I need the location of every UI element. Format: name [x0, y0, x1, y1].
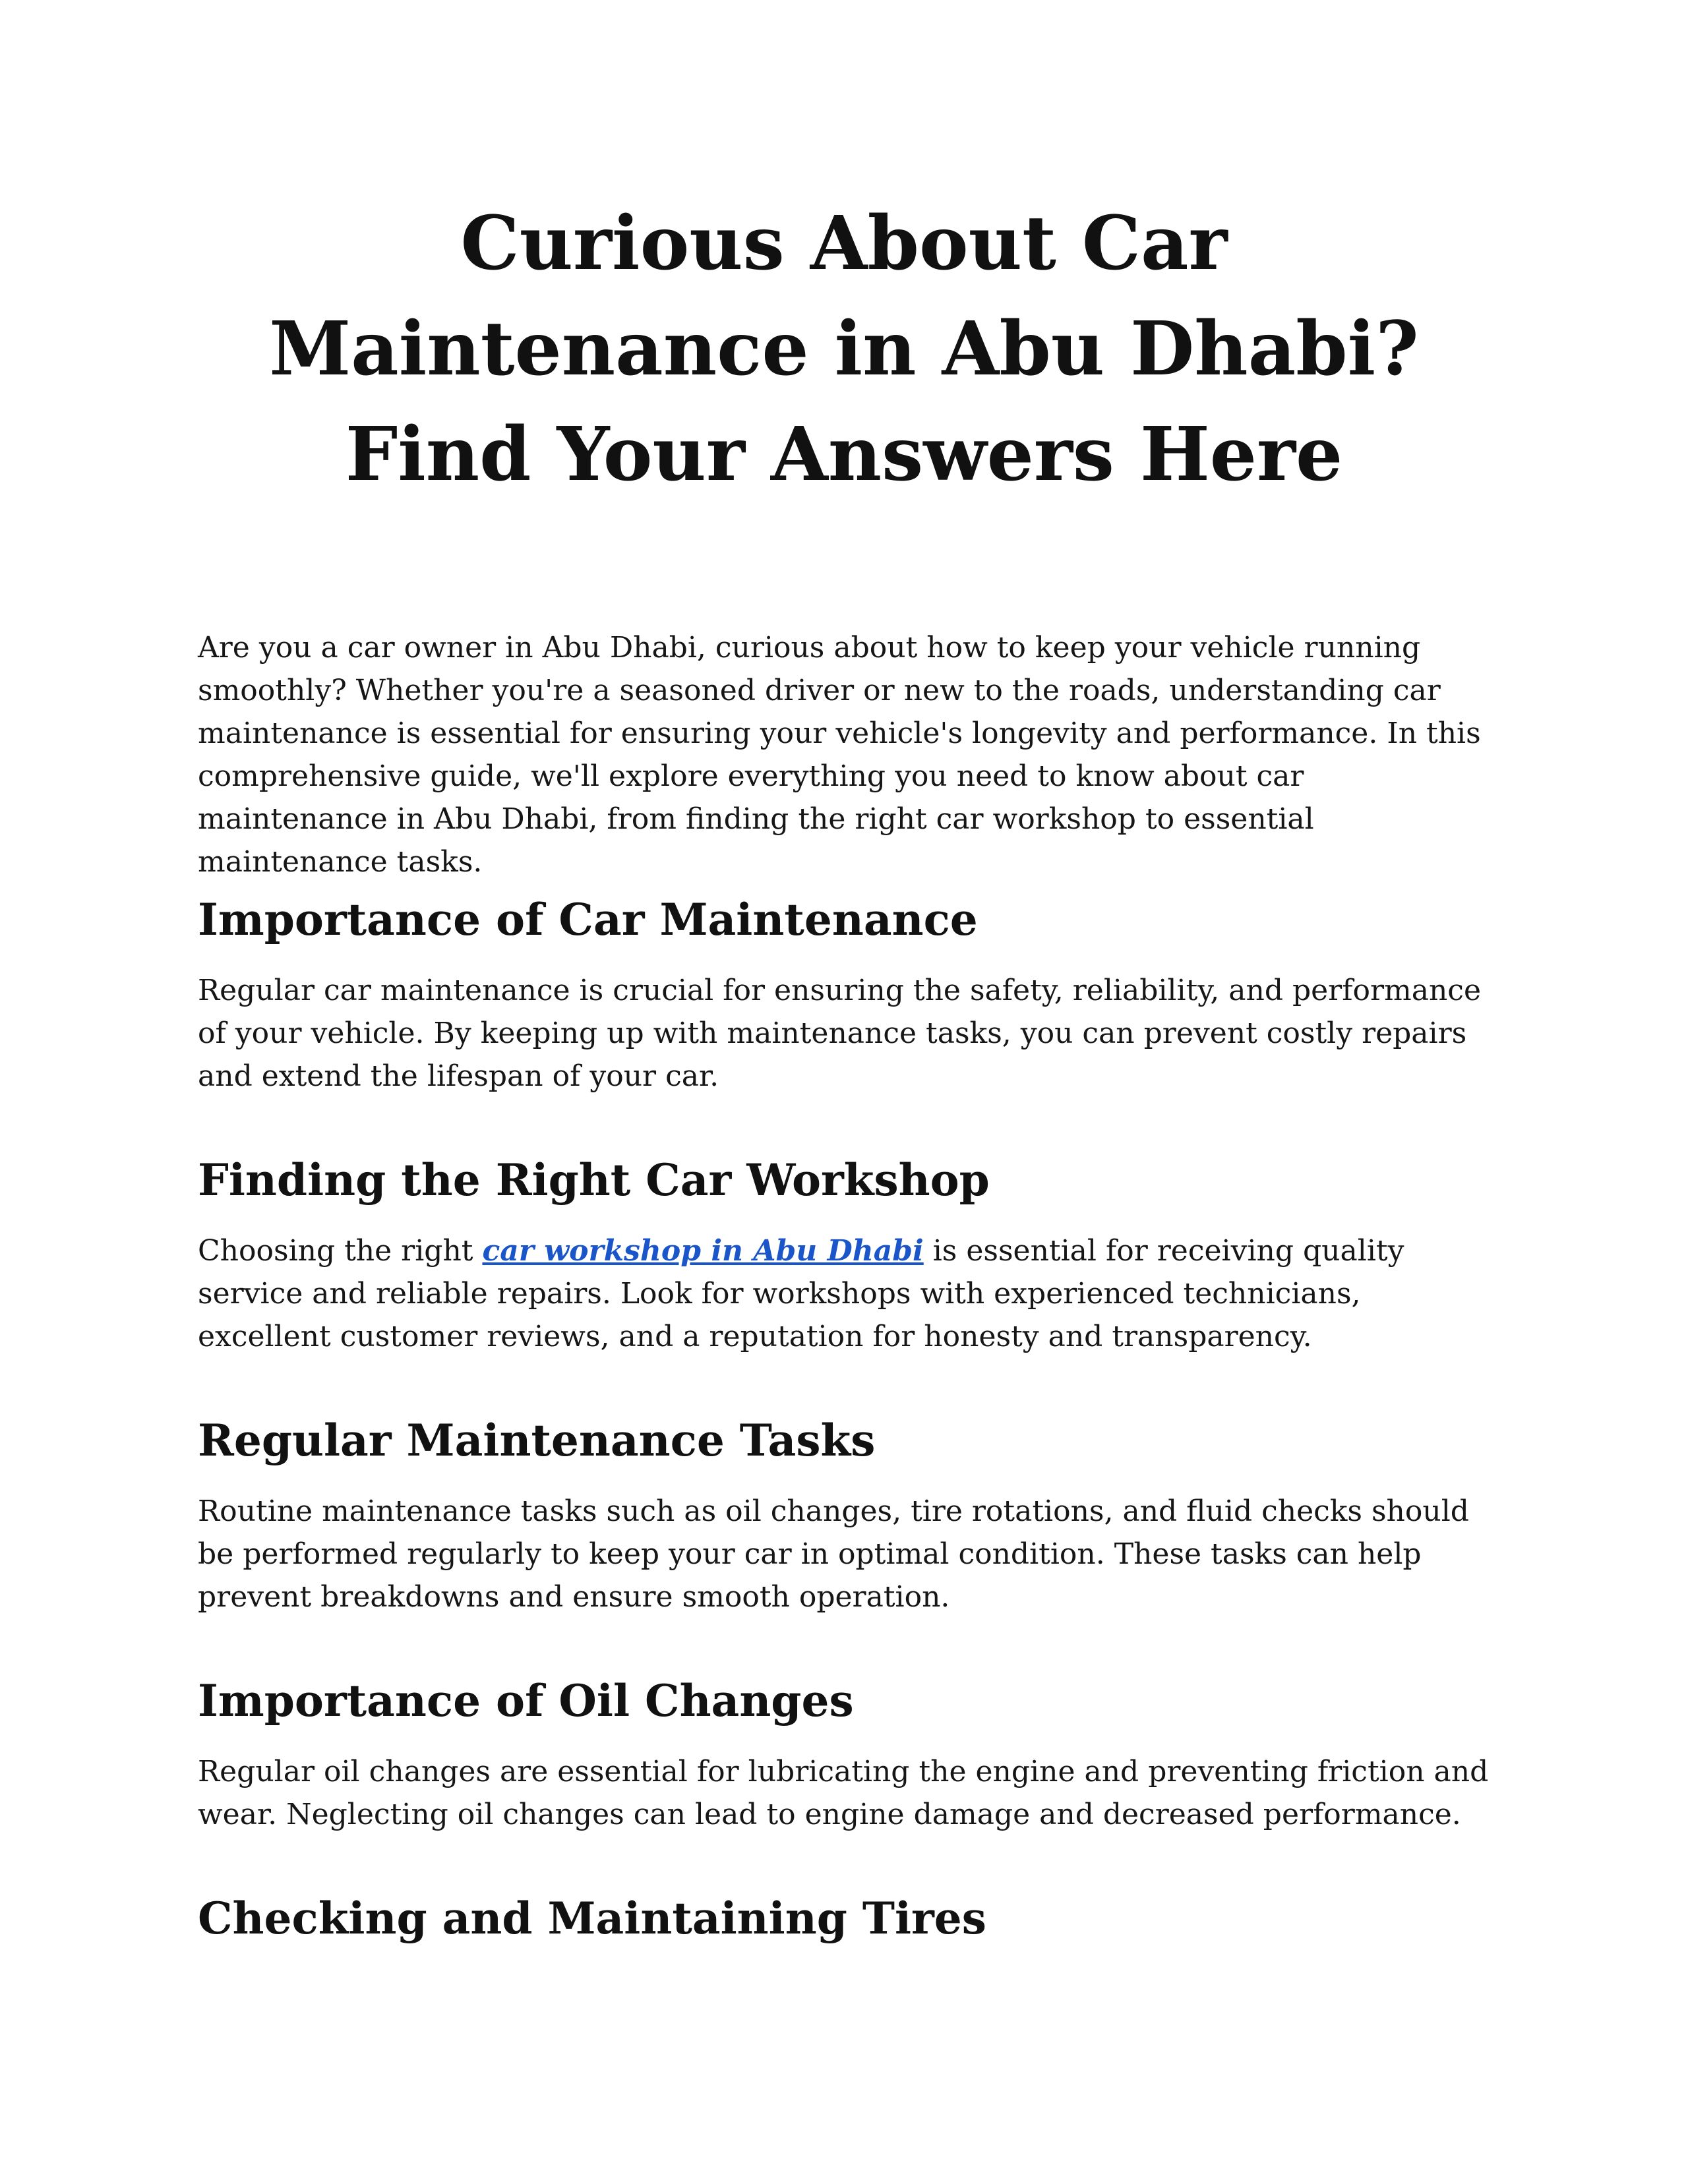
section-body-importance-of-oil-changes: Regular oil changes are essential for lubricating the engine and preventing friction and wear. Neglecting oil changes can lead to engine damage and decreased performance. [198, 1755, 1489, 1831]
section-body-importance-of-car-maintenance: Regular car maintenance is crucial for ensuring the safety, reliability, and performance of your vehicle. By keeping up with maintenance tasks, you can prevent costly repairs and extend the lifespan of your car. [198, 974, 1481, 1093]
section-body-finding-right-car-workshop [198, 1229, 1490, 1358]
page-title: Curious About Car Maintenance in Abu Dhabi? Find Your Answers Here [269, 200, 1419, 498]
workshop-text-after-link: is essential for receiving quality service and reliable repairs. Look for workshops with experienced technicians, excellent customer reviews, and a reputation for honesty and transparency. [198, 1234, 1404, 1353]
section-heading-importance-of-car-maintenance: Importance of Car Maintenance [198, 894, 978, 945]
section-heading-finding-right-car-workshop: Finding the Right Car Workshop [198, 1154, 990, 1206]
section-heading-importance-of-oil-changes: Importance of Oil Changes [198, 1675, 854, 1727]
car-workshop-link[interactable]: car workshop in Abu Dhabi [482, 1234, 924, 1268]
section-heading-regular-maintenance-tasks: Regular Maintenance Tasks [198, 1415, 876, 1466]
section-body-regular-maintenance-tasks: Routine maintenance tasks such as oil changes, tire rotations, and fluid checks should be performed regularly to keep your car in optimal condition. These tasks can help prevent breakdowns and ensure smooth operation. [198, 1494, 1469, 1614]
section-heading-checking-maintaining-tires: Checking and Maintaining Tires [198, 1893, 986, 1944]
intro-paragraph: Are you a car owner in Abu Dhabi, curious about how to keep your vehicle running smoothly? Whether you're a seasoned driver or new to the roads, understanding car maintenance is essential for ensuring your vehicle's longevity and performance. In this comprehensive guide, we'll explore everything you need to know about car maintenance in Abu Dhabi, from finding the right car workshop to essential maintenance tasks. [198, 631, 1481, 879]
workshop-text-before-link: Choosing the right [198, 1234, 483, 1268]
